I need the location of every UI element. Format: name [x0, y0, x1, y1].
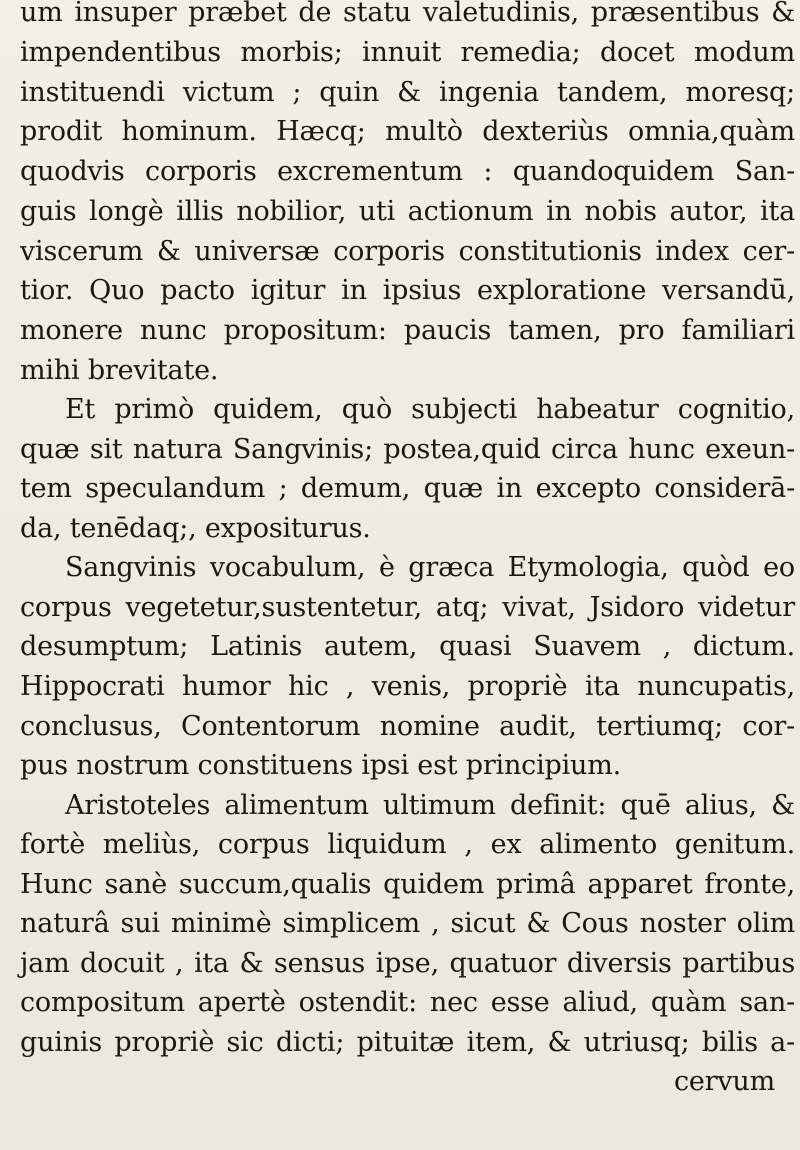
text-line-9: monere nunc propositum: paucis tamen, pro familiari: [20, 315, 795, 346]
text-line-7: viscerum & universæ corporis constitutionis index cer-: [20, 236, 795, 267]
text-line-22: fortè meliùs, corpus liquidum , ex alimento genitum.: [20, 829, 795, 860]
text-line-25: jam docuit , ita & sensus ipse, quatuor diversis partibus: [20, 948, 795, 979]
text-line-1: um insuper præbet de statu valetudinis, præsentibus &: [20, 0, 795, 28]
text-line-27: guinis propriè sic dicti; pituitæ item, & utriusq; bilis a-: [20, 1027, 795, 1058]
text-line-21: Aristoteles alimentum ultimum definit: quē alius, &: [65, 790, 795, 821]
text-line-8: tior. Quo pacto igitur in ipsius exploratione versandū,: [20, 275, 795, 306]
text-line-15: Sangvinis vocabulum, è græca Etymologia, quòd eo: [65, 552, 795, 583]
text-line-14: da, tenēdaq;, expositurus.: [20, 513, 371, 544]
text-line-16: corpus vegetetur,sustentetur, atq; vivat, Jsidoro videtur: [20, 592, 795, 623]
text-line-24: naturâ sui minimè simplicem , sicut & Cous noster olim: [20, 908, 795, 939]
text-line-17: desumptum; Latinis autem, quasi Suavem , dictum.: [20, 631, 795, 662]
text-line-11: Et primò quidem, quò subjecti habeatur cognitio,: [65, 394, 795, 425]
text-line-4: prodit hominum. Hæcq; multò dexteriùs omnia,quàm: [20, 116, 795, 147]
text-line-13: tem speculandum ; demum, quæ in excepto considerā-: [20, 473, 795, 504]
text-line-23: Hunc sanè succum,qualis quidem primâ apparet fronte,: [20, 869, 795, 900]
text-line-5: quodvis corporis excrementum : quandoquidem San-: [20, 156, 795, 187]
text-line-18: Hippocrati humor hic , venis, propriè ita nuncupatis,: [20, 671, 795, 702]
text-line-12: quæ sit natura Sangvinis; postea,quid circa hunc exeun-: [20, 434, 795, 465]
text-line-19: conclusus, Contentorum nomine audit, tertiumq; cor-: [20, 711, 795, 742]
text-line-26: compositum apertè ostendit: nec esse aliud, quàm san-: [20, 987, 795, 1018]
text-line-6: guis longè illis nobilior, uti actionum in nobis autor, ita: [20, 196, 795, 227]
text-line-3: instituendi victum ; quin & ingenia tandem, moresq;: [20, 77, 795, 108]
text-line-20: pus nostrum constituens ipsi est principium.: [20, 750, 622, 781]
text-line-10: mihi brevitate.: [20, 355, 219, 386]
catchword: cervum: [673, 1066, 775, 1097]
text-line-2: impendentibus morbis; innuit remedia; docet modum: [20, 37, 795, 68]
